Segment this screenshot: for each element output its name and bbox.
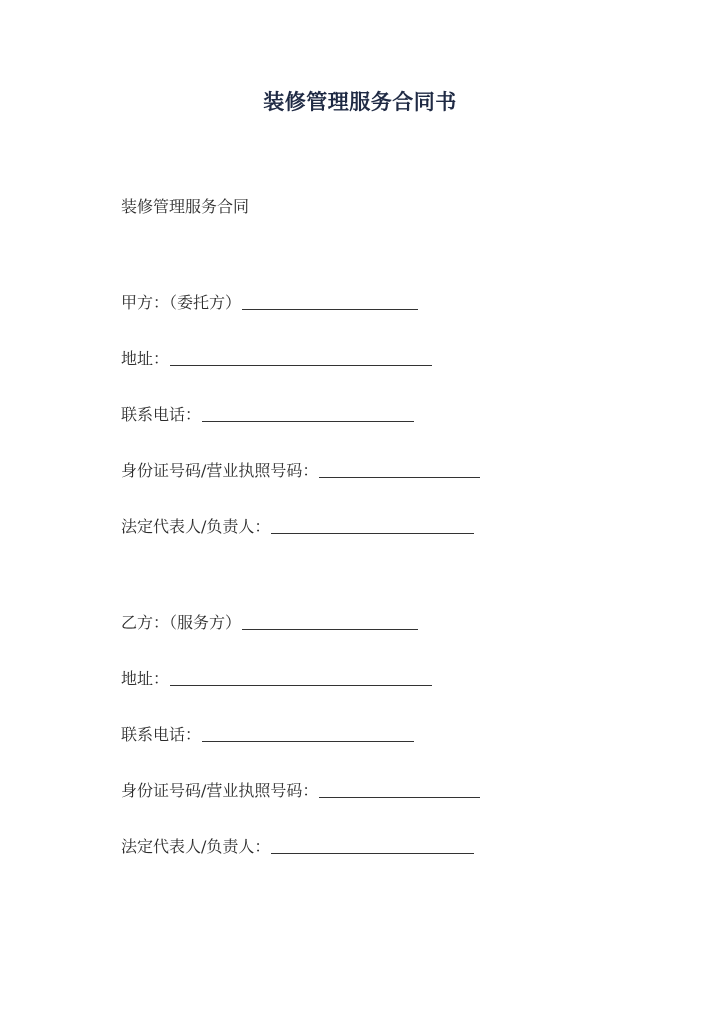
party-b-rep-field: [121, 836, 474, 858]
party-b-header-field: [121, 612, 418, 634]
party-a-address-label: 地址：: [121, 349, 170, 368]
party-a-id-blank[interactable]: [319, 462, 480, 478]
party-b-rep-label: 法定代表人/负责人：: [121, 837, 271, 856]
party-b-name-blank[interactable]: [242, 614, 418, 630]
party-b-address-field: [121, 668, 432, 690]
party-a-id-label: 身份证号码/营业执照号码：: [121, 461, 319, 480]
party-a-id-field: [121, 460, 480, 482]
party-a-rep-field: [121, 516, 474, 538]
party-a-address-blank[interactable]: [170, 350, 432, 366]
party-a-phone-blank[interactable]: [202, 406, 414, 422]
party-b-phone-blank[interactable]: [202, 726, 414, 742]
party-a-name-blank[interactable]: [242, 294, 418, 310]
document-subtitle: 装修管理服务合同: [121, 197, 250, 216]
party-b-id-label: 身份证号码/营业执照号码：: [121, 781, 319, 800]
party-b-header-label: 乙方：（服务方）: [121, 613, 242, 632]
party-b-phone-label: 联系电话：: [121, 725, 202, 744]
party-a-rep-blank[interactable]: [271, 518, 474, 534]
party-a-phone-label: 联系电话：: [121, 405, 202, 424]
party-a-header-field: [121, 292, 418, 314]
party-b-address-blank[interactable]: [170, 670, 432, 686]
party-a-phone-field: [121, 404, 414, 426]
document-title: 装修管理服务合同书: [263, 89, 457, 114]
party-b-rep-blank[interactable]: [271, 838, 474, 854]
party-a-header-label: 甲方：（委托方）: [121, 293, 242, 312]
party-b-id-blank[interactable]: [319, 782, 480, 798]
party-b-address-label: 地址：: [121, 669, 170, 688]
party-b-id-field: [121, 780, 480, 802]
party-a-address-field: [121, 348, 432, 370]
party-b-phone-field: [121, 724, 414, 746]
party-a-rep-label: 法定代表人/负责人：: [121, 517, 271, 536]
